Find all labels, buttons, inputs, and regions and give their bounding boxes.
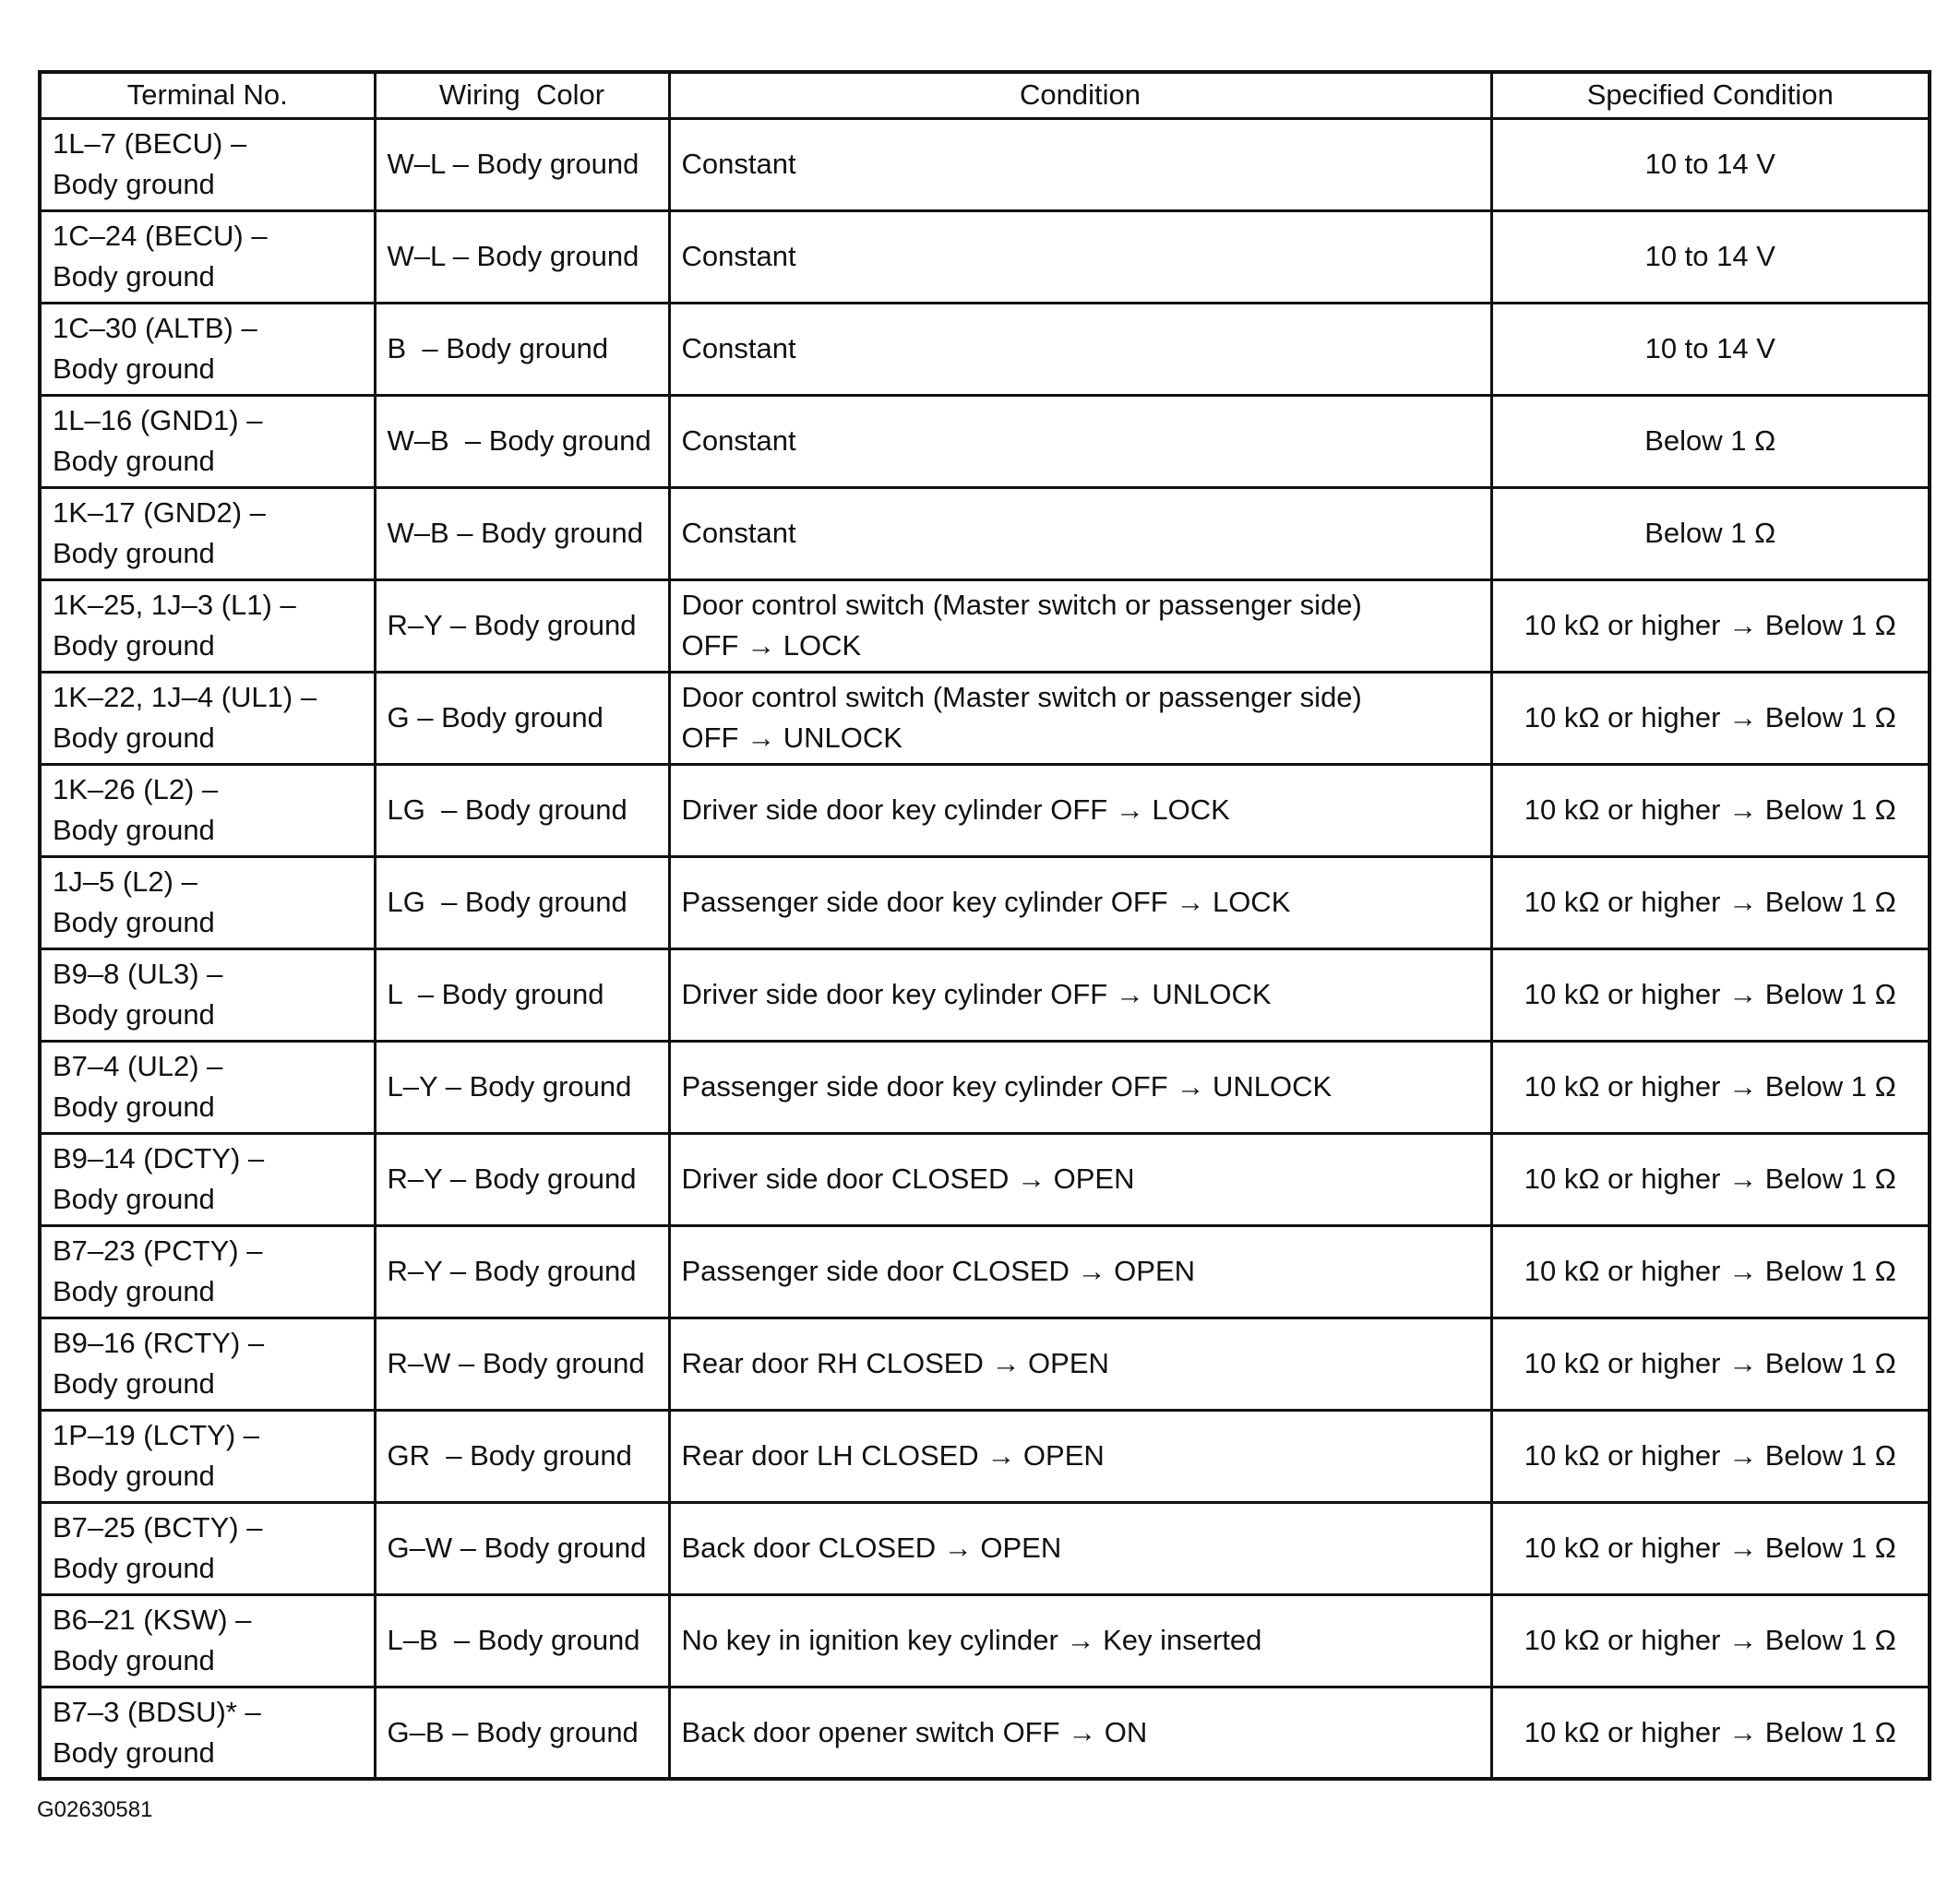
terminal-line: B7–25 (BCTY) –	[53, 1511, 263, 1544]
wiring-color-cell: W–B – Body ground	[375, 395, 669, 487]
terminal-line: B9–8 (UL3) –	[53, 958, 223, 990]
condition-cell	[669, 1225, 1491, 1318]
condition-cell	[669, 487, 1491, 579]
condition-line: OFF → LOCK	[681, 629, 862, 662]
wiring-color-cell: LG – Body ground	[375, 856, 669, 948]
condition-line: Passenger side door CLOSED → OPEN	[681, 1255, 1196, 1287]
specified-condition-cell: 10 kΩ or higher → Below 1 Ω	[1491, 1225, 1930, 1318]
terminal-line: 1K–22, 1J–4 (UL1) –	[53, 681, 317, 713]
table-row	[40, 210, 1930, 303]
terminal-line: Body ground	[53, 1183, 215, 1215]
terminal-cell	[40, 1318, 375, 1410]
header-condition: Condition	[669, 72, 1491, 118]
header-row	[40, 72, 1930, 118]
condition-cell	[669, 764, 1491, 856]
terminal-line: Body ground	[53, 352, 215, 385]
terminal-cell	[40, 1041, 375, 1133]
terminal-cell	[40, 856, 375, 948]
table-body	[40, 118, 1930, 1779]
wiring-color-cell: GR – Body ground	[375, 1410, 669, 1502]
table-row	[40, 1410, 1930, 1502]
condition-line: Passenger side door key cylinder OFF → UNLOCK	[681, 1070, 1333, 1103]
terminal-line: 1C–30 (ALTB) –	[53, 312, 257, 344]
condition-cell	[669, 1410, 1491, 1502]
terminal-line: 1L–16 (GND1) –	[53, 404, 263, 436]
condition-line: No key in ignition key cylinder → Key inserted	[681, 1624, 1262, 1656]
terminal-line: Body ground	[53, 814, 215, 846]
condition-cell	[669, 948, 1491, 1041]
terminal-line: Body ground	[53, 1460, 215, 1492]
specified-condition-cell: 10 kΩ or higher → Below 1 Ω	[1491, 1502, 1930, 1594]
table-row	[40, 1687, 1930, 1779]
wiring-color-cell: R–Y – Body ground	[375, 1225, 669, 1318]
table-row	[40, 948, 1930, 1041]
figure-code: G02630581	[37, 1797, 153, 1822]
wiring-color-cell: L–B – Body ground	[375, 1594, 669, 1687]
terminal-line: Body ground	[53, 721, 215, 754]
terminal-cell	[40, 210, 375, 303]
condition-line: Constant	[681, 517, 796, 549]
table-row	[40, 303, 1930, 395]
table-row	[40, 856, 1930, 948]
condition-cell	[669, 672, 1491, 764]
specified-condition-cell: 10 kΩ or higher → Below 1 Ω	[1491, 1410, 1930, 1502]
condition-line: Driver side door CLOSED → OPEN	[681, 1163, 1135, 1195]
wiring-color-cell: G–B – Body ground	[375, 1687, 669, 1779]
terminal-line: Body ground	[53, 1735, 215, 1769]
condition-line: Passenger side door key cylinder OFF → LOCK	[681, 886, 1291, 918]
terminal-line: 1J–5 (L2) –	[53, 865, 197, 898]
condition-cell	[669, 1687, 1491, 1779]
condition-line: Back door opener switch OFF → ON	[681, 1715, 1148, 1748]
terminal-line: Body ground	[53, 629, 215, 662]
terminal-cell	[40, 1502, 375, 1594]
condition-line: Driver side door key cylinder OFF → LOCK	[681, 793, 1230, 826]
table-row	[40, 1225, 1930, 1318]
terminal-line: 1P–19 (LCTY) –	[53, 1419, 259, 1451]
condition-cell	[669, 1502, 1491, 1594]
terminal-line: Body ground	[53, 168, 215, 200]
terminal-cell	[40, 948, 375, 1041]
terminal-cell	[40, 1133, 375, 1225]
specified-condition-cell: 10 kΩ or higher → Below 1 Ω	[1491, 1133, 1930, 1225]
wiring-color-cell: LG – Body ground	[375, 764, 669, 856]
specified-condition-cell: 10 kΩ or higher → Below 1 Ω	[1491, 948, 1930, 1041]
wiring-color-cell: G–W – Body ground	[375, 1502, 669, 1594]
wiring-color-cell: W–L – Body ground	[375, 210, 669, 303]
terminal-cell	[40, 1410, 375, 1502]
terminal-line: B6–21 (KSW) –	[53, 1604, 252, 1636]
terminal-cell	[40, 1687, 375, 1779]
condition-cell	[669, 1318, 1491, 1410]
table-row	[40, 1594, 1930, 1687]
terminal-line: Body ground	[53, 1367, 215, 1400]
specified-condition-cell: 10 kΩ or higher → Below 1 Ω	[1491, 856, 1930, 948]
terminal-line: Body ground	[53, 1644, 215, 1676]
terminal-line: Body ground	[53, 537, 215, 569]
condition-line: Constant	[681, 332, 796, 364]
terminal-cell	[40, 118, 375, 210]
wiring-color-cell: L–Y – Body ground	[375, 1041, 669, 1133]
wiring-color-cell: B – Body ground	[375, 303, 669, 395]
condition-line: OFF → UNLOCK	[681, 721, 902, 754]
terminal-line: B9–16 (RCTY) –	[53, 1327, 265, 1359]
table-row	[40, 1318, 1930, 1410]
terminal-line: Body ground	[53, 1552, 215, 1584]
condition-line: Rear door LH CLOSED → OPEN	[681, 1439, 1105, 1472]
table-row	[40, 118, 1930, 210]
terminal-line: B7–3 (BDSU)* –	[53, 1695, 261, 1728]
terminal-line: 1L–7 (BECU) –	[53, 127, 247, 160]
header-terminal-no: Terminal No.	[40, 72, 375, 118]
condition-cell	[669, 1594, 1491, 1687]
terminal-line: Body ground	[53, 260, 215, 292]
condition-cell	[669, 210, 1491, 303]
table-row	[40, 1133, 1930, 1225]
table-row	[40, 764, 1930, 856]
table-row	[40, 579, 1930, 672]
specified-condition-cell: 10 kΩ or higher → Below 1 Ω	[1491, 1318, 1930, 1410]
terminal-line: Body ground	[53, 998, 215, 1031]
table-row	[40, 487, 1930, 579]
condition-cell	[669, 1133, 1491, 1225]
condition-line: Constant	[681, 424, 796, 457]
condition-cell	[669, 856, 1491, 948]
condition-line: Door control switch (Master switch or passenger side)	[681, 589, 1362, 621]
terminal-line: B7–4 (UL2) –	[53, 1050, 223, 1082]
condition-cell	[669, 1041, 1491, 1133]
terminal-line: Body ground	[53, 1091, 215, 1123]
wiring-color-cell: L – Body ground	[375, 948, 669, 1041]
terminal-cell	[40, 395, 375, 487]
condition-line: Rear door RH CLOSED → OPEN	[681, 1347, 1109, 1379]
specified-condition-cell: Below 1 Ω	[1491, 487, 1930, 579]
terminal-cell	[40, 1225, 375, 1318]
terminal-line: 1K–26 (L2) –	[53, 773, 219, 805]
terminal-cell	[40, 303, 375, 395]
terminal-cell	[40, 672, 375, 764]
specified-condition-cell: 10 kΩ or higher → Below 1 Ω	[1491, 1687, 1930, 1779]
terminal-cell	[40, 764, 375, 856]
condition-cell	[669, 303, 1491, 395]
condition-line: Constant	[681, 148, 796, 180]
condition-cell	[669, 579, 1491, 672]
condition-cell	[669, 118, 1491, 210]
wiring-color-cell: W–B – Body ground	[375, 487, 669, 579]
condition-cell	[669, 395, 1491, 487]
table-row	[40, 1041, 1930, 1133]
wiring-color-cell: W–L – Body ground	[375, 118, 669, 210]
specified-condition-cell: 10 kΩ or higher → Below 1 Ω	[1491, 764, 1930, 856]
condition-line: Door control switch (Master switch or passenger side)	[681, 681, 1362, 713]
terminal-cell	[40, 1594, 375, 1687]
wiring-color-cell: R–Y – Body ground	[375, 1133, 669, 1225]
condition-line: Constant	[681, 240, 796, 272]
table-row	[40, 395, 1930, 487]
terminal-line: 1K–17 (GND2) –	[53, 496, 266, 529]
terminal-line: Body ground	[53, 445, 215, 477]
specified-condition-cell: Below 1 Ω	[1491, 395, 1930, 487]
wiring-color-cell: R–W – Body ground	[375, 1318, 669, 1410]
terminal-line: Body ground	[53, 906, 215, 938]
specified-condition-cell: 10 to 14 V	[1491, 118, 1930, 210]
condition-line: Driver side door key cylinder OFF → UNLOCK	[681, 978, 1272, 1010]
terminal-cell	[40, 487, 375, 579]
terminal-spec-table	[38, 70, 1931, 1781]
wiring-color-cell: R–Y – Body ground	[375, 579, 669, 672]
table-row	[40, 1502, 1930, 1594]
terminal-line: 1K–25, 1J–3 (L1) –	[53, 589, 296, 621]
specified-condition-cell: 10 kΩ or higher → Below 1 Ω	[1491, 1041, 1930, 1133]
specified-condition-cell: 10 kΩ or higher → Below 1 Ω	[1491, 579, 1930, 672]
specified-condition-cell: 10 kΩ or higher → Below 1 Ω	[1491, 672, 1930, 764]
terminal-cell	[40, 579, 375, 672]
specified-condition-cell: 10 to 14 V	[1491, 210, 1930, 303]
terminal-line: B7–23 (PCTY) –	[53, 1234, 263, 1267]
table-row	[40, 672, 1930, 764]
wiring-color-cell: G – Body ground	[375, 672, 669, 764]
condition-line: Back door CLOSED → OPEN	[681, 1532, 1062, 1564]
specified-condition-cell: 10 to 14 V	[1491, 303, 1930, 395]
header-specified-condition: Specified Condition	[1491, 72, 1930, 118]
terminal-line: 1C–24 (BECU) –	[53, 220, 268, 252]
specified-condition-cell: 10 kΩ or higher → Below 1 Ω	[1491, 1594, 1930, 1687]
header-wiring-color: Wiring Color	[375, 72, 669, 118]
terminal-line: Body ground	[53, 1275, 215, 1307]
terminal-line: B9–14 (DCTY) –	[53, 1142, 265, 1175]
